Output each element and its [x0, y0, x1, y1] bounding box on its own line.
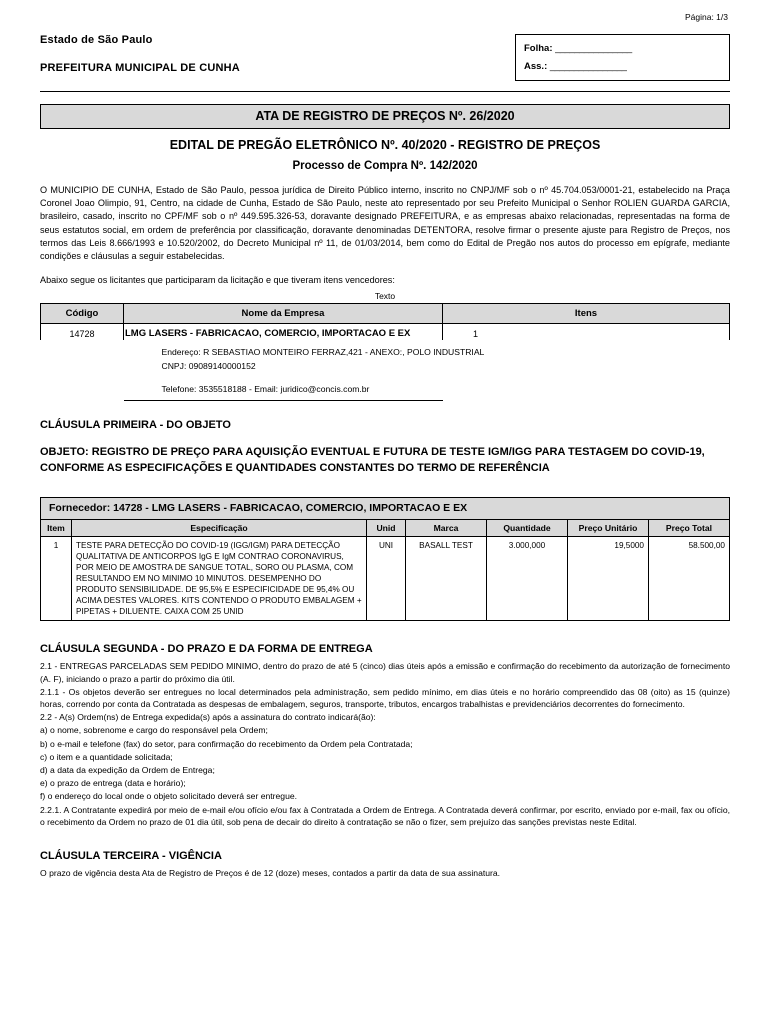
clause-2-p4: b) o e-mail e telefone (fax) do setor, para confirmação do recebimento da Ordem pela Contratada; — [40, 738, 413, 749]
col-especificacao: Especificação — [72, 519, 367, 536]
company-cnpj-row — [41, 358, 730, 372]
item-preco-total: 58.500,00 — [649, 536, 730, 620]
col-quantidade: Quantidade — [487, 519, 568, 536]
col-marca: Marca — [406, 519, 487, 536]
items-table — [40, 519, 730, 621]
company-contato: Telefone: 3535518188 - Email: juridico@concis.com.br — [124, 372, 443, 401]
clause-2-p2: 2.2 - A(s) Ordem(ns) de Entrega expedida(s) após a assinatura do contrato indicará(ão): — [40, 712, 376, 723]
signature-box — [515, 34, 730, 81]
folha-line — [524, 43, 721, 54]
clause-second-body — [40, 660, 730, 828]
texto-label: Texto — [374, 291, 396, 302]
col-nome-empresa: Nome da Empresa — [124, 304, 443, 324]
company-cnpj: CNPJ: 09089140000152 — [161, 361, 256, 372]
col-preco-unitario: Preço Unitário — [568, 519, 649, 536]
item-unid: UNI — [367, 536, 406, 620]
document-header — [40, 28, 730, 81]
items-table-header — [41, 519, 730, 536]
item-quantidade: 3.000,000 — [487, 536, 568, 620]
document-title-band: ATA DE REGISTRO DE PREÇOS Nº. 26/2020 — [40, 104, 730, 129]
company-table — [40, 303, 730, 401]
table-row — [41, 324, 730, 341]
state-name: Estado de São Paulo — [40, 34, 153, 46]
ass-line — [524, 61, 721, 72]
col-preco-total: Preço Total — [649, 519, 730, 536]
edital-title: EDITAL DE PREGÃO ELETRÔNICO Nº. 40/2020 - REGISTRO DE PREÇOS — [169, 138, 601, 152]
col-codigo: Código — [41, 304, 124, 324]
company-address-row — [41, 340, 730, 358]
clause-first-heading: CLÁUSULA PRIMEIRA - DO OBJETO — [40, 419, 231, 432]
item-preco-unitario: 19,5000 — [568, 536, 649, 620]
ass-label: Ass.: — [524, 61, 548, 72]
clause-2-p7: e) o prazo de entrega (data e horário); — [40, 778, 186, 789]
folha-label: Folha: — [524, 43, 553, 54]
item-especificacao: TESTE PARA DETECÇÃO DO COVID-19 (IGG/IGM) PARA DETECÇÃO QUALITATIVA DE ANTICORPOS IgG E IgM CONTRAO CORONAVIRUS, POR MEIO DE AMOSTRA DE SANGUE TOTAL, SORO OU PLASMA, COM RESULTANDO EM NO MINIMO 10 MINUTOS. DESEMPENHO DO PRODUTO SENSIBILIDADE. DE 95,5% E ESPECIFICIDADE DE 95,4% OU ACIMA DESTES VALORES. KITS CONTENDO O PRODUTO EMBALAGEM + PIPETAS + DILUENTE. CAIXA COM 25 UNID — [72, 536, 367, 620]
ass-value: ________________ — [549, 61, 627, 72]
company-nome: LMG LASERS - FABRICACAO, COMERCIO, IMPORTACAO E EX — [125, 328, 411, 340]
header-divider — [40, 91, 730, 92]
clause-2-p5: c) o item e a quantidade solicitada; — [40, 751, 173, 762]
item-numero: 1 — [41, 536, 72, 620]
company-contact-row — [41, 372, 730, 401]
clause-third-heading: CLÁUSULA TERCEIRA - VIGÊNCIA — [40, 849, 222, 862]
processo-title: Processo de Compra Nº. 142/2020 — [292, 160, 478, 172]
company-itens: 1 — [443, 324, 730, 341]
header-org-block — [40, 28, 240, 74]
company-codigo: 14728 — [41, 324, 124, 341]
item-marca: BASALL TEST — [406, 536, 487, 620]
clause-first-objeto: OBJETO: REGISTRO DE PREÇO PARA AQUISIÇÃO EVENTUAL E FUTURA DE TESTE IGM/IGG PARA TESTAGEM DO COVID-19, CONFORME AS ESPECIFICAÇÕES E QUANTIDADES CONSTANTES DO TERMO DE REFERÊNCIA — [40, 446, 705, 474]
supplier-band: Fornecedor: 14728 - LMG LASERS - FABRICACAO, COMERCIO, IMPORTACAO E EX — [40, 497, 730, 519]
clause-3-p0: O prazo de vigência desta Ata de Registro de Preços é de 12 (doze) meses, contados a partir da data de sua assinatura. — [40, 867, 501, 878]
bidders-note: Abaixo segue os licitantes que participaram da licitação e que tiveram itens vencedores: — [40, 275, 395, 286]
col-unid: Unid — [367, 519, 406, 536]
clause-2-p0: 2.1 - ENTREGAS PARCELADAS SEM PEDIDO MINIMO, dentro do prazo de até 5 (cinco) dias úteis após a emissão e confirmação do recebimento da autorização de fornecimento (A. F), iniciando o prazo a partir do próximo dia útil. — [40, 661, 730, 684]
clause-third-body — [40, 867, 730, 879]
clause-2-p9: 2.2.1. A Contratante expedirá por meio de e-mail e/ou ofício e/ou fax à Contratada a Ordem de Entrega. A Contratada deverá confirmar, por escrito, enviado por e-mail, fax ou ofício, o recebimento da Ordem no prazo de 01 dia útil, sob pena de decair do direito à contratação se não o fizer, sem prejuízo das sanções previstas neste Edital. — [40, 804, 730, 827]
clause-2-p3: a) o nome, sobrenome e cargo do responsável pela Ordem; — [40, 725, 268, 736]
clause-second-heading: CLÁUSULA SEGUNDA - DO PRAZO E DA FORMA DE ENTREGA — [40, 643, 373, 656]
company-endereco: Endereço: R SEBASTIAO MONTEIRO FERRAZ,421 - ANEXO:, POLO INDUSTRIAL — [161, 347, 485, 358]
clause-2-p6: d) a data da expedição da Ordem de Entrega; — [40, 764, 215, 775]
col-item: Item — [41, 519, 72, 536]
page-number: Página: 1/3 — [684, 12, 728, 22]
city-hall-name: PREFEITURA MUNICIPAL DE CUNHA — [40, 62, 240, 74]
clause-2-p1: 2.1.1 - Os objetos deverão ser entregues no local determinados pela administração, sem pedido mínimo, em dias úteis e no horário compreendido das 08 (oito) as 15 (quinze) horas, correndo por conta da Contratada as despesas de embalagem, seguros, transporte, tributos, encargos trabalhistas e previdenciários decorrentes do fornecimento. — [40, 686, 730, 709]
col-itens: Itens — [443, 304, 730, 324]
intro-paragraph: O MUNICIPIO DE CUNHA, Estado de São Paulo, pessoa jurídica de Direito Público interno, inscrito no CNPJ/MF sob o nº 45.704.053/0001-21, estabelecido na Praça Coronel Joao Olimpio, 91, Centro, na cidade de Cunha, Estado de São Paulo, neste ato representado por seu Prefeito Municipal o Senhor ROLIEN GUARDA GARCIA, brasileiro, casado, inscrito no CPF/MF sob o nº 449.595.326-53, doravante designado PREFEITURA, e as empresas abaixo relacionadas, representadas na forma de seus estatutos social, em ordem de preferência por classificação, doravante denominadas DETENTORA, resolve firmar o presente ajuste para Registro de Preços, nos termos das Leis 8.666/1993 e 10.520/2002, do Decreto Municipal nº 11, de 01/03/2014, bem como do Edital de Pregão nos autos do processo em epígrafe, mediante condições e cláusulas a seguir estabelecidas. — [40, 185, 730, 261]
company-table-header — [41, 304, 730, 324]
clause-2-p8: f) o endereço do local onde o objeto solicitado deverá ser entregue. — [40, 791, 298, 802]
folha-value: ________________ — [555, 43, 632, 54]
table-row — [41, 536, 730, 620]
